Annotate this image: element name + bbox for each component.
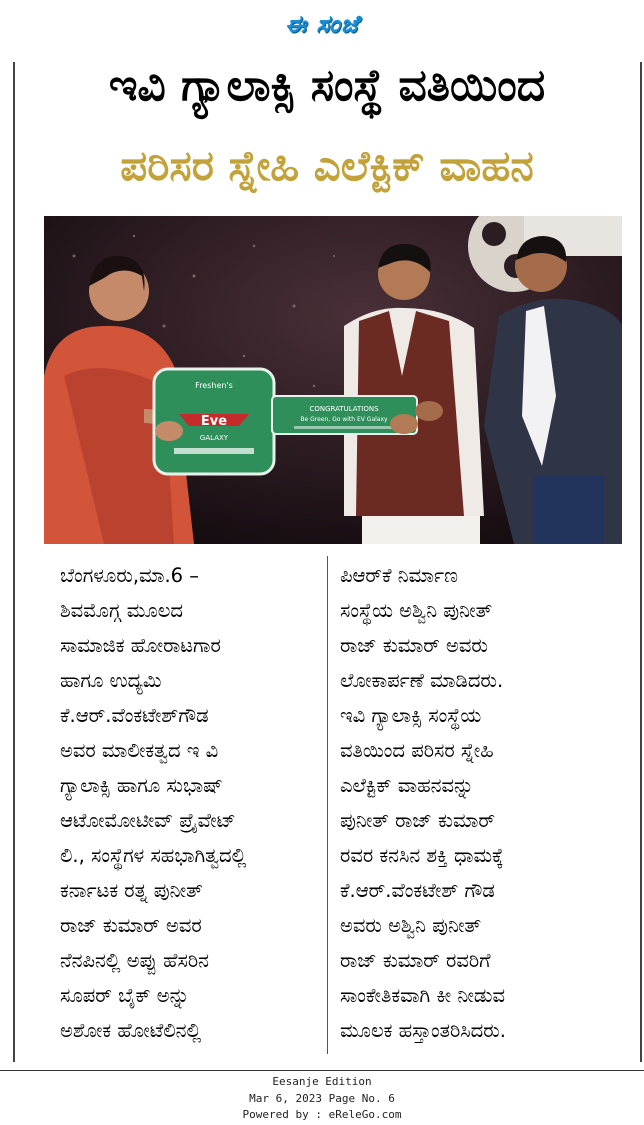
article-photo [44, 216, 622, 544]
key-text-top: Freshen's [195, 381, 233, 390]
column-border-right [640, 62, 642, 1062]
key-tagline: Be Green, Go with EV Galaxy [300, 416, 388, 423]
masthead [0, 4, 644, 38]
key-brand-sub: GALAXY [199, 434, 229, 442]
article-column-right: ಪಿಆರ್‌ಕೆ ನಿರ್ಮಾಣ ಸಂಸ್ಥೆಯ ಅಶ್ವಿನಿ ಪುನೀತ್ ರಾಜ್ ಕುಮಾರ್ ಅವರು ಲೋಕಾರ್ಪಣೆ ಮಾಡಿದರು. ಇವಿ ಗ್ಯಾಲಾಕ್ಸಿ ಸಂಸ್ಥೆಯ ವತಿಯಿಂದ ಪರಿಸರ ಸ್ನೇಹಿ ಎಲೆಕ್ಟಿಕ್ ವಾಹನವನ್ನು ಪುನೀತ್ ರಾಜ್ ಕುಮಾರ್ ರವರ ಕನಸಿನ ಶಕ್ತಿ ಧಾಮಕ್ಕೆ ಕೆ.ಆರ್.ವೆಂಕಟೇಶ್ ಗೌಡ ಅವರು ಅಶ್ವಿನಿ ಪುನೀತ್ ರಾಜ್ ಕುಮಾರ್ ರವರಿಗೆ ಸಾಂಕೇತಿಕವಾಗಿ ಕೀ ನೀಡುವ ಮೂಲಕ ಹಸ್ತಾಂತರಿಸಿದರು. [340, 564, 506, 1042]
footer-powered-by[interactable]: Powered by : eReleGo.com [242, 1108, 402, 1121]
headline-primary: ಇವಿ ಗ್ಯಾಲಾಕ್ಸಿ ಸಂಸ್ಥೆ ವತಿಯಿಂದ [108, 60, 546, 111]
footer-rule [0, 1070, 644, 1071]
headline-secondary: ಪರಿಸರ ಸ್ನೇಹಿ ಎಲೆಕ್ಟಿಕ್ ವಾಹನ [120, 141, 534, 190]
key-brand: Eve [200, 414, 228, 429]
column-border-left [13, 62, 15, 1062]
article-column-left: ಬೆಂಗಳೂರು,ಮಾ.6 – ಶಿವಮೊಗ್ಗ ಮೂಲದ ಸಾಮಾಜಿಕ ಹೋರಾಟಗಾರ ಹಾಗೂ ಉದ್ಯಮಿ ಕೆ.ಆರ್.ವೆಂಕಟೇಶ್‌ಗೌಡ ಅವರ ಮಾಲೀಕತ್ವದ ಇ ವಿ ಗ್ಯಾಲಾಕ್ಸಿ ಹಾಗೂ ಸುಭಾಷ್ ಆಟೋಮೋಟೀವ್ ಪ್ರೈವೇಟ್ ಲಿ., ಸಂಸ್ಥೆಗಳ ಸಹಭಾಗಿತ್ವದಲ್ಲಿ ಕರ್ನಾಟಕ ರತ್ನ ಪುನೀತ್ ರಾಜ್ ಕುಮಾರ್ ಅವರ ನೆನಪಿನಲ್ಲಿ ಅಪ್ಪು ಹೆಸರಿನ ಸೂಪರ್ ಬೈಕ್ ಅನ್ನು ಅಶೋಕ ಹೋಟೆಲಿನಲ್ಲಿ [60, 564, 247, 1042]
key-congrats: CONGRATULATIONS [309, 405, 379, 413]
newspaper-logo: ಈ ಸಂಜೆ [285, 10, 359, 38]
footer-edition: Eesanje Edition [272, 1075, 372, 1088]
footer-date-page: Mar 6, 2023 Page No. 6 [249, 1091, 395, 1105]
edition-footer [0, 1074, 644, 1124]
photo-illustration [44, 216, 622, 544]
column-divider [327, 556, 328, 1054]
